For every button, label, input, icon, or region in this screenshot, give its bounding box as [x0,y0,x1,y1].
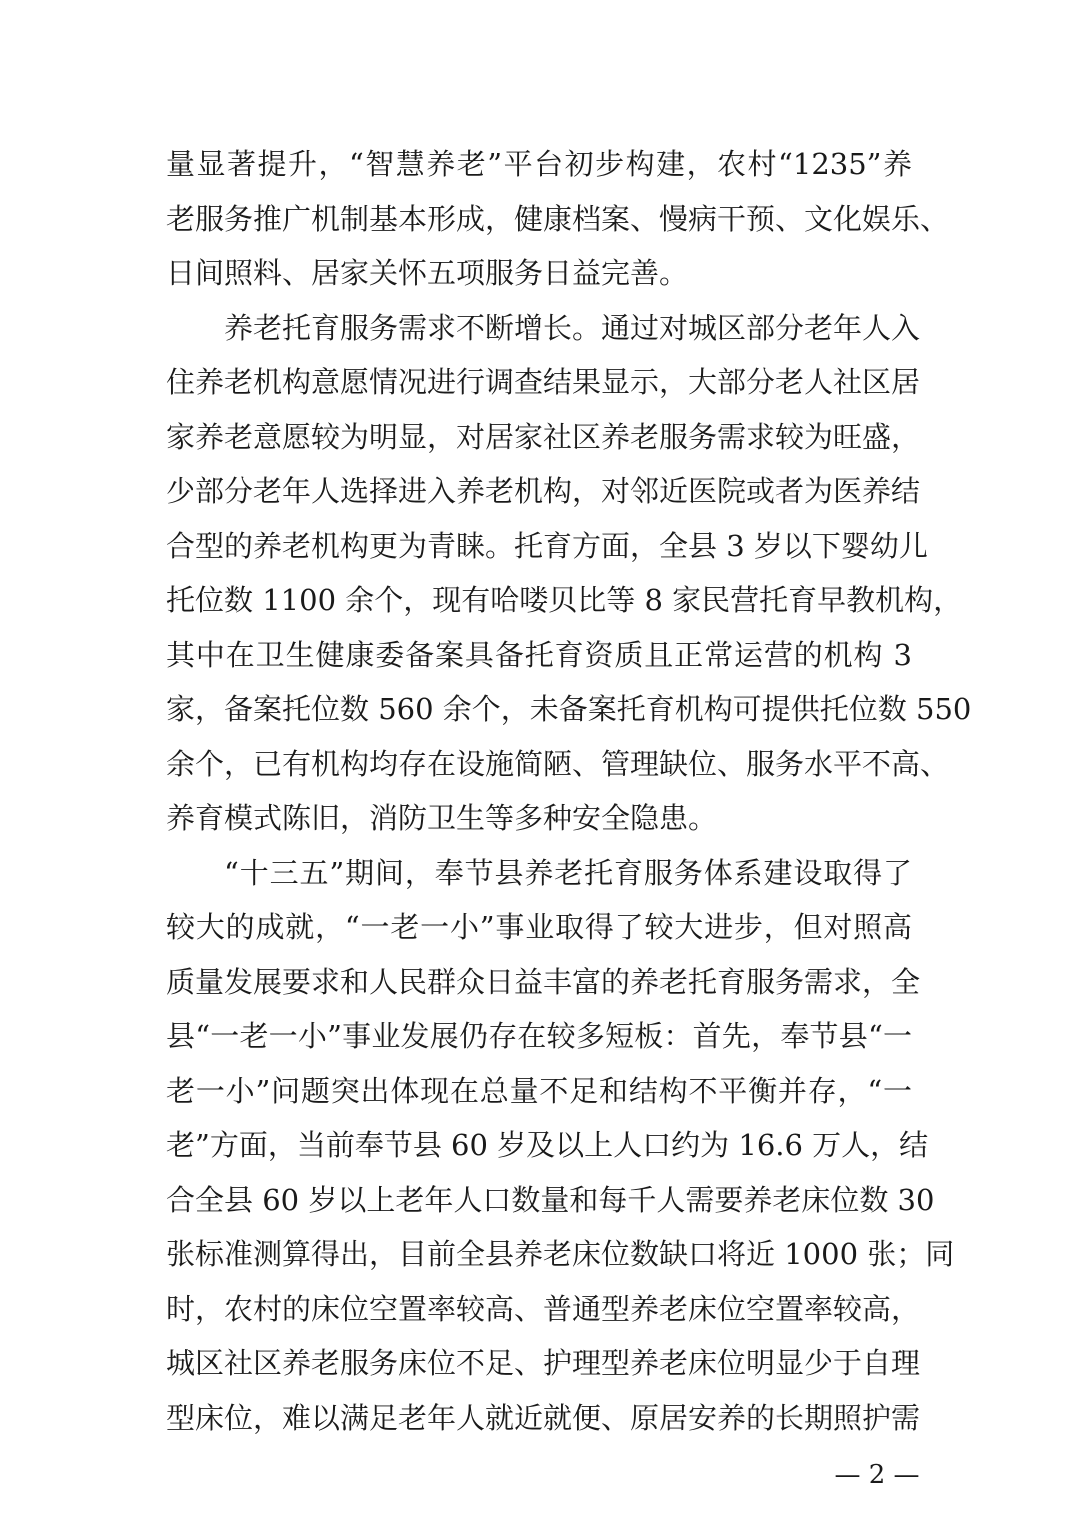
body-text [166,137,972,1445]
text-line: 日间照料、居家关怀五项服务日益完善。 [166,256,689,290]
page-number: — 2 — [834,1460,920,1490]
text-line: 老”方面，当前奉节县 60 岁及以上人口约为 16.6 万人，结 [166,1128,929,1162]
text-line: 合全县 60 岁以上老年人口数量和每千人需要养老床位数 30 [166,1182,935,1217]
text-line: 老服务推广机制基本形成，健康档案、慢病干预、文化娱乐、 [166,201,950,236]
text-line: 家养老意愿较为明显，对居家社区养老服务需求较为旺盛， [166,419,921,454]
text-line: 养育模式陈旧，消防卫生等多种安全隐患。 [166,801,718,835]
text-line: 养老托育服务需求不断增长。通过对城区部分老年人入 [224,310,921,345]
text-line: 其中在卫生健康委备案具备托育资质且正常运营的机构 3 [166,637,912,672]
text-line: 较大的成就，“一老一小”事业取得了较大进步，但对照高 [166,910,912,944]
text-line: 张标准测算得出，目前全县养老床位数缺口将近 1000 张；同 [166,1237,955,1271]
text-line: 住养老机构意愿情况进行调查结果显示，大部分老人社区居 [166,365,921,399]
text-line: 老一小”问题突出体现在总量不足和结构不平衡并存，“一 [166,1073,912,1108]
text-line: 城区社区养老服务床位不足、护理型养老床位明显少于自理 [166,1346,921,1380]
text-line: 托位数 1100 余个，现有哈喽贝比等 8 家民营托育早教机构， [166,583,963,617]
text-line: 少部分老年人选择进入养老机构，对邻近医院或者为医养结 [166,474,921,508]
text-line: 县“一老一小”事业发展仍存在较多短板：首先，奉节县“一 [166,1019,912,1053]
text-line: 型床位，难以满足老年人就近就便、原居安养的长期照护需 [166,1400,921,1435]
text-line: 合型的养老机构更为青睐。托育方面，全县 3 岁以下婴幼儿 [166,528,928,563]
text-line: 质量发展要求和人民群众日益丰富的养老托育服务需求，全 [166,964,921,999]
text-line: “十三五”期间，奉节县养老托育服务体系建设取得了 [224,855,912,890]
text-line: 量显著提升，“智慧养老”平台初步构建，农村“1235”养 [166,147,912,181]
text-line: 家，备案托位数 560 余个，未备案托育机构可提供托位数 550 [166,692,972,726]
text-line: 余个，已有机构均存在设施简陋、管理缺位、服务水平不高、 [166,746,950,781]
text-line: 时，农村的床位空置率较高、普通型养老床位空置率较高， [166,1291,921,1326]
